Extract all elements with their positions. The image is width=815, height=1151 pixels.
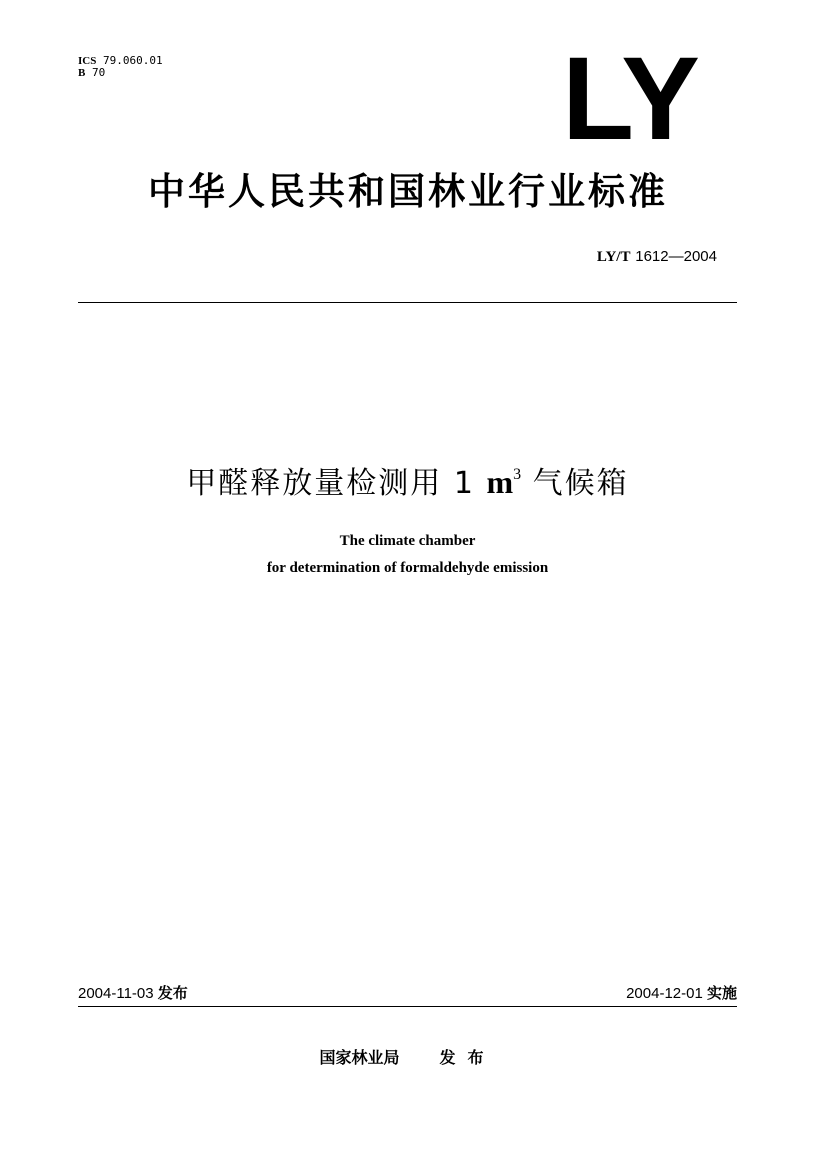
standard-title: 中华人民共和国林业行业标准: [148, 170, 668, 213]
header-divider: [78, 302, 737, 303]
document-title: [0, 453, 815, 506]
footer-divider: [78, 1006, 737, 1007]
ccs-label: B: [78, 67, 86, 79]
implementation-date-label: 实施: [706, 984, 737, 1002]
issue-date-label: 发布: [157, 984, 188, 1002]
english-title-line-2: for determination of formaldehyde emission: [266, 560, 549, 576]
issuer: [0, 1047, 815, 1069]
standard-number: [597, 246, 717, 267]
issuer-action: 发布: [439, 1048, 496, 1067]
standard-number-prefix: LY/T: [596, 249, 631, 265]
issuer-name: 国家林业局: [319, 1048, 400, 1067]
issue-date-value: 2004-11-03: [78, 985, 154, 1002]
document-title-before: 甲醛释放量检测用 1: [186, 466, 487, 501]
ccs-line: [78, 67, 163, 79]
ccs-code: 70: [91, 66, 106, 79]
classification-codes: [78, 55, 163, 79]
ics-label: ICS: [78, 55, 97, 67]
standard-number-value: 1612—2004: [635, 248, 717, 265]
ics-code: 79.060.01: [102, 54, 163, 67]
document-title-unit: m: [486, 464, 514, 500]
document-title-after: 气候箱: [521, 466, 629, 501]
english-title-line-1: The climate chamber: [339, 533, 476, 549]
implementation-date-value: 2004-12-01: [626, 985, 703, 1002]
document-title-exponent: 3: [513, 466, 522, 483]
implementation-date: [626, 983, 737, 1004]
issue-date: [78, 983, 188, 1004]
ly-logo: LY: [562, 33, 698, 165]
